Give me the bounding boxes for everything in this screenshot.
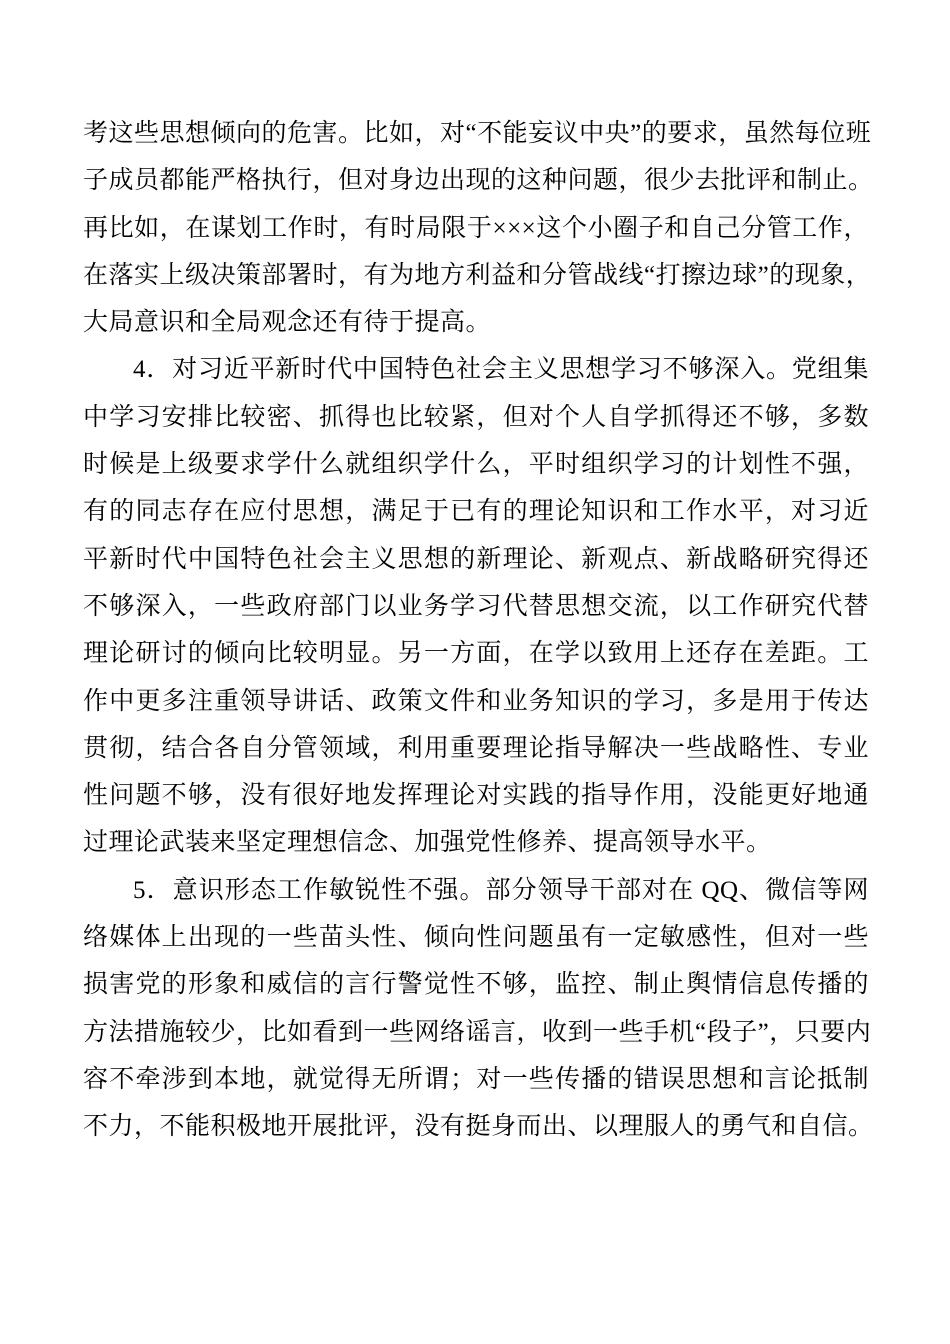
text-line: 考这些思想倾向的危害。比如，对“不能妄议中央”的要求，虽然每位班 (83, 120, 872, 147)
text-line: 5．意识形态工作敏锐性不强。部分领导干部对在 QQ、微信等网 (133, 876, 869, 904)
text-line: 平新时代中国特色社会主义思想的新理论、新观点、新战略研究得还 (83, 545, 869, 573)
text-line: 时候是上级要求学什么就组织学什么，平时组织学习的计划性不强， (83, 451, 869, 479)
text-line: 在落实上级决策部署时，有为地方利益和分管战线“打擦边球”的现象， (83, 261, 872, 289)
document-body (83, 110, 874, 1151)
text-line: 方法措施较少，比如看到一些网络谣言，收到一些手机“段子”，只要内 (83, 1018, 872, 1046)
text-line: 中学习安排比较密、抓得也比较紧，但对个人自学抓得还不够，多数 (83, 403, 869, 431)
text-line: 大局意识和全局观念还有待于提高。 (83, 309, 492, 337)
text-line: 性问题不够，没有很好地发挥理论对实践的指导作用，没能更好地通 (83, 782, 869, 810)
text-line: 损害党的形象和威信的言行警觉性不够，监控、制止舆情信息传播的 (83, 971, 869, 999)
text-line: 贯彻，结合各自分管领域，利用重要理论指导解决一些战略性、专业 (83, 734, 869, 762)
text-line: 有的同志存在应付思想，满足于已有的理论知识和工作水平，对习近 (83, 498, 869, 526)
text-line: 子成员都能严格执行，但对身边出现的这种问题，很少去批评和制止。 (83, 167, 874, 195)
text-line: 理论研讨的倾向比较明显。另一方面，在学以致用上还存在差距。工 (83, 640, 869, 668)
text-line: 过理论武装来坚定理想信念、加强党性修养、提高领导水平。 (83, 829, 772, 857)
text-line: 络媒体上出现的一些苗头性、倾向性问题虽有一定敏感性，但对一些 (83, 924, 869, 952)
text-line: 不力，不能积极地开展批评，没有挺身而出、以理服人的勇气和自信。 (83, 1113, 874, 1141)
text-line: 再比如，在谋划工作时，有时局限于×××这个小圈子和自己分管工作， (83, 214, 869, 242)
text-line: 作中更多注重领导讲话、政策文件和业务知识的学习，多是用于传达 (83, 687, 869, 715)
text-line: 4．对习近平新时代中国特色社会主义思想学习不够深入。党组集 (133, 356, 869, 384)
text-line: 不够深入，一些政府部门以业务学习代替思想交流，以工作研究代替 (83, 592, 869, 620)
text-line: 容不牵涉到本地，就觉得无所谓；对一些传播的错误思想和言论抵制 (83, 1065, 869, 1093)
